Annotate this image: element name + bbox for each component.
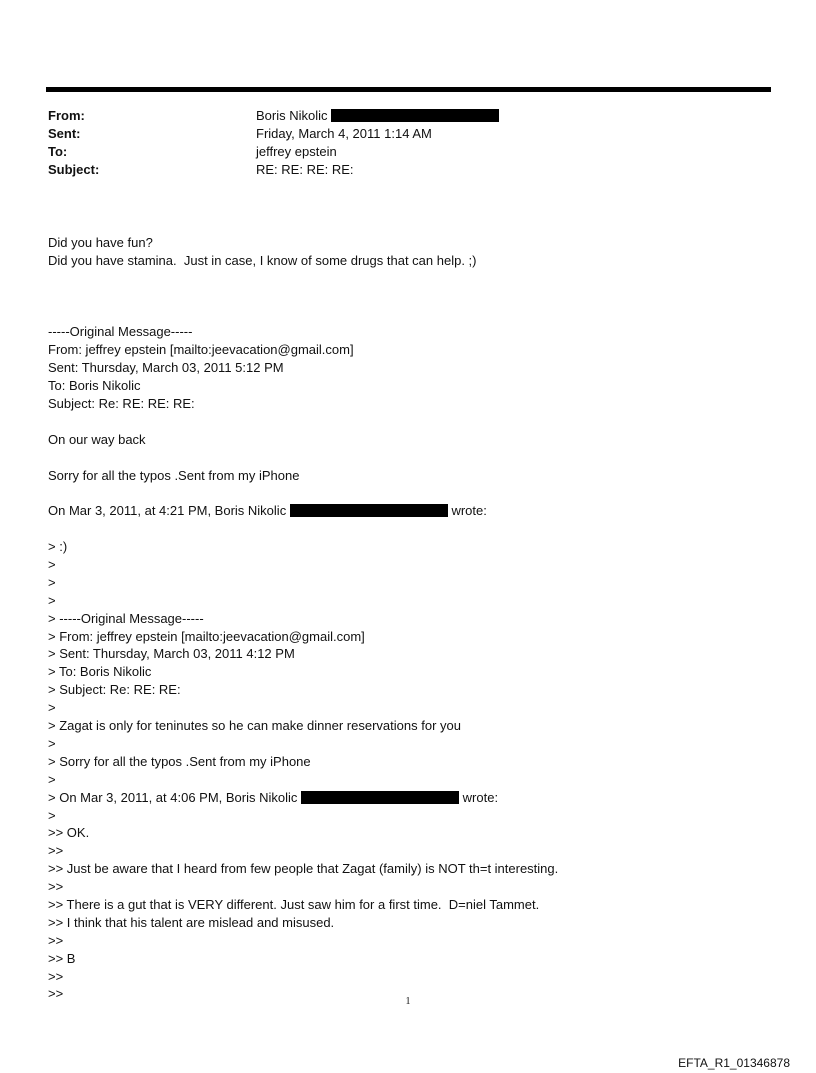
quoted-line: > — [48, 807, 56, 823]
body-line: Did you have fun? — [48, 235, 153, 250]
quoted-line: > — [48, 557, 56, 573]
attribution-text: On Mar 3, 2011, at 4:21 PM, Boris Nikolic — [48, 503, 287, 519]
blank-line — [48, 413, 768, 431]
quoted-line: >> There is a gut that is VERY different. Just saw him for a first time. D=niel Tammet. — [48, 896, 540, 912]
body-line: Subject: Re: RE: RE: RE: — [48, 396, 195, 412]
attribution-wrote: wrote: — [462, 789, 499, 805]
subject-value: RE: RE: RE: RE: — [256, 162, 354, 177]
quoted-line: >> — [48, 879, 64, 895]
to-label: To: — [48, 144, 68, 159]
bates-number: EFTA_R1_01346878 — [678, 1056, 790, 1070]
body-line: Sorry for all the typos .Sent from my iPhone — [48, 467, 300, 483]
body-line: To: Boris Nikolic — [48, 378, 141, 394]
attribution-text: > On Mar 3, 2011, at 4:06 PM, Boris Nikolic — [48, 789, 298, 805]
quoted-line: >> — [48, 986, 64, 1002]
sent-label: Sent: — [48, 126, 81, 141]
blank-line — [48, 520, 768, 538]
quoted-line: > Zagat is only for teninutes so he can make dinner reservations for you — [48, 718, 461, 734]
quoted-line: > :) — [48, 539, 68, 555]
body-line: Sent: Thursday, March 03, 2011 5:12 PM — [48, 360, 284, 376]
quoted-line: > Subject: Re: RE: RE: — [48, 682, 181, 698]
quoted-line: >> — [48, 968, 64, 984]
quoted-line: > Sent: Thursday, March 03, 2011 4:12 PM — [48, 646, 295, 662]
blank-line — [48, 288, 768, 306]
from-label: From: — [48, 108, 85, 123]
blank-line — [48, 484, 768, 502]
original-message-divider: -----Original Message----- — [48, 324, 193, 340]
quoted-line: >> OK. — [48, 825, 90, 841]
body-line: Did you have stamina. Just in case, I know of some drugs that can help. ;) — [48, 252, 477, 268]
attribution-wrote: wrote: — [451, 503, 487, 519]
blank-line — [48, 449, 768, 467]
quoted-line: > To: Boris Nikolic — [48, 664, 152, 680]
quoted-line: > From: jeffrey epstein [mailto:jeevacation@gmail.com] — [48, 628, 365, 644]
quote-attribution — [48, 789, 768, 807]
quote-attribution — [48, 502, 768, 520]
redaction-block — [301, 791, 459, 804]
to-value: jeffrey epstein — [256, 144, 337, 159]
quoted-line: >> Just be aware that I heard from few people that Zagat (family) is NOT th=t interesting. — [48, 861, 559, 877]
redaction-block — [290, 504, 448, 517]
page-number: 1 — [405, 996, 411, 1007]
subject-label: Subject: — [48, 162, 100, 177]
quoted-line: >> I think that his talent are mislead and misused. — [48, 914, 335, 930]
sent-value: Friday, March 4, 2011 1:14 AM — [256, 126, 432, 141]
quoted-line: > — [48, 735, 56, 751]
from-value — [256, 107, 499, 125]
redaction-block — [331, 109, 499, 122]
quoted-line: >> B — [48, 950, 76, 966]
body-line: On our way back — [48, 431, 146, 447]
blank-line — [48, 306, 768, 324]
quoted-line: > — [48, 700, 56, 716]
quoted-line: > -----Original Message----- — [48, 610, 204, 626]
quoted-line: >> — [48, 843, 64, 859]
quoted-line: > — [48, 574, 56, 590]
quoted-line: > Sorry for all the typos .Sent from my iPhone — [48, 753, 311, 769]
quoted-line: > — [48, 771, 56, 787]
blank-line — [48, 270, 768, 288]
from-name: Boris Nikolic — [256, 108, 328, 123]
message-body — [48, 234, 768, 1003]
body-line: From: jeffrey epstein [mailto:jeevacation@gmail.com] — [48, 342, 354, 358]
header-rule — [46, 87, 771, 92]
quoted-line: >> — [48, 932, 64, 948]
quoted-line: > — [48, 592, 56, 608]
